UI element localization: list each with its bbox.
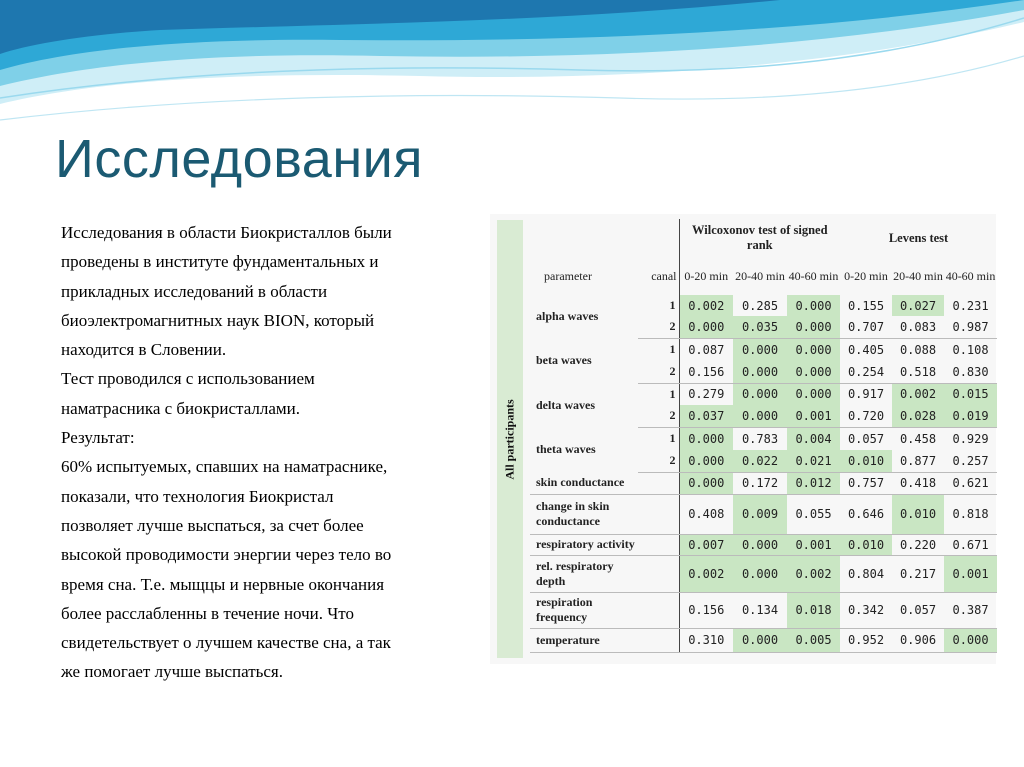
canal-cell bbox=[638, 534, 679, 555]
value-cell: 0.000 bbox=[733, 361, 787, 383]
value-cell: 0.405 bbox=[847, 342, 885, 357]
decorative-waves bbox=[0, 0, 1024, 125]
value-cell: 0.000 bbox=[733, 534, 787, 555]
value-cell: 0.018 bbox=[787, 592, 840, 628]
value-cell: 0.010 bbox=[840, 534, 892, 555]
stats-table-body bbox=[530, 295, 997, 652]
body-text-line: позволяет лучше выспаться, за счет более bbox=[61, 515, 364, 535]
value-cell: 0.000 bbox=[787, 295, 840, 316]
body-text-line: проведены в институте фундаментальных и bbox=[61, 252, 379, 272]
table-row bbox=[530, 427, 997, 450]
table-row bbox=[530, 555, 997, 592]
body-text bbox=[61, 218, 486, 687]
value-cell: 0.035 bbox=[733, 316, 787, 338]
value-cell: 0.757 bbox=[840, 472, 892, 494]
side-label bbox=[497, 220, 523, 658]
canal-cell: 2 bbox=[638, 405, 679, 427]
value-cell: 0.000 bbox=[679, 450, 733, 472]
body-text-line: прикладных исследований в области bbox=[61, 281, 328, 301]
parameter-cell: respiration frequency bbox=[530, 592, 638, 628]
canal-cell bbox=[638, 628, 679, 652]
value-cell: 0.019 bbox=[944, 405, 997, 427]
value-cell: 0.952 bbox=[840, 628, 892, 652]
canal-cell: 2 bbox=[638, 316, 679, 338]
value-cell: 0.000 bbox=[944, 628, 997, 652]
value-cell: 0.007 bbox=[679, 534, 733, 555]
value-cell: 0.000 bbox=[787, 383, 840, 405]
value-cell: 0.217 bbox=[892, 555, 944, 592]
header-col: 40-60 min bbox=[945, 268, 996, 283]
body-text-line: находится в Словении. bbox=[61, 340, 227, 360]
value-cell: 0.156 bbox=[679, 592, 733, 628]
value-cell: 0.000 bbox=[733, 555, 787, 592]
parameter-cell: theta waves bbox=[536, 442, 596, 456]
header-col: 0-20 min bbox=[844, 268, 888, 283]
value-cell: 0.342 bbox=[840, 592, 892, 628]
canal-cell: 1 bbox=[669, 431, 676, 446]
value-cell: 0.002 bbox=[787, 555, 840, 592]
table-row bbox=[530, 628, 997, 652]
value-cell: 0.000 bbox=[733, 628, 787, 652]
value-cell: 0.707 bbox=[840, 316, 892, 338]
header-group-levens: Levens test bbox=[888, 230, 949, 245]
value-cell: 0.005 bbox=[787, 628, 840, 652]
value-cell: 0.057 bbox=[892, 592, 944, 628]
canal-cell bbox=[638, 592, 679, 628]
value-cell: 0.408 bbox=[679, 494, 733, 534]
canal-cell bbox=[638, 555, 679, 592]
value-cell: 0.022 bbox=[733, 450, 787, 472]
value-cell: 0.987 bbox=[944, 316, 997, 338]
value-cell: 0.001 bbox=[787, 534, 840, 555]
body-text-line: наматрасника с биокристаллами. bbox=[61, 398, 301, 418]
header-col: 20-40 min bbox=[893, 268, 943, 283]
value-cell: 0.621 bbox=[944, 472, 997, 494]
value-cell: 0.155 bbox=[847, 298, 885, 313]
parameter-cell: delta waves bbox=[536, 397, 595, 412]
table-row bbox=[530, 383, 997, 405]
value-cell: 0.830 bbox=[944, 361, 997, 383]
value-cell: 0.001 bbox=[787, 405, 840, 427]
table-row bbox=[530, 338, 997, 361]
value-cell: 0.231 bbox=[952, 298, 989, 313]
value-cell: 0.108 bbox=[952, 342, 989, 357]
value-cell: 0.172 bbox=[733, 472, 787, 494]
slide-title: Исследования bbox=[55, 129, 424, 189]
header-canal: canal bbox=[651, 268, 677, 283]
parameter-cell: skin conductance bbox=[530, 472, 638, 494]
header-col: 40-60 min bbox=[788, 268, 839, 283]
table-row bbox=[530, 534, 997, 555]
value-cell: 0.000 bbox=[787, 316, 840, 338]
value-cell: 0.279 bbox=[679, 383, 733, 405]
value-cell: 0.720 bbox=[840, 405, 892, 427]
side-label-text: All participants bbox=[502, 398, 517, 480]
value-cell: 0.804 bbox=[840, 555, 892, 592]
value-cell: 0.156 bbox=[679, 361, 733, 383]
header-col: 0-20 min bbox=[679, 257, 733, 295]
value-cell: 0.027 bbox=[892, 295, 944, 316]
parameter-cell: respiratory activity bbox=[530, 534, 638, 555]
value-cell: 0.088 bbox=[899, 342, 937, 357]
value-cell: 0.000 bbox=[787, 338, 840, 361]
value-cell: 0.418 bbox=[892, 472, 944, 494]
body-text-line: высокой проводимости энергии через тело во bbox=[61, 545, 392, 565]
stats-table bbox=[530, 219, 997, 653]
value-cell: 0.518 bbox=[892, 361, 944, 383]
value-cell: 0.134 bbox=[733, 592, 787, 628]
body-text-line: 60% испытуемых, спавших на наматраснике, bbox=[61, 457, 388, 477]
value-cell: 0.917 bbox=[847, 387, 885, 402]
body-text-line: показали, что технология Биокристал bbox=[61, 486, 334, 506]
body-text-line: время сна. Т.е. мыщцы и нервные окончания bbox=[61, 574, 385, 594]
body-text-line: более расслабленны в течение ночи. Что bbox=[61, 603, 355, 623]
value-cell: 0.021 bbox=[787, 450, 840, 472]
value-cell: 0.000 bbox=[733, 383, 787, 405]
value-cell: 0.387 bbox=[944, 592, 997, 628]
value-cell: 0.818 bbox=[944, 494, 997, 534]
value-cell: 0.004 bbox=[787, 427, 840, 450]
value-cell: 0.458 bbox=[899, 431, 937, 446]
value-cell: 0.310 bbox=[679, 628, 733, 652]
value-cell: 0.012 bbox=[787, 472, 840, 494]
value-cell: 0.257 bbox=[944, 450, 997, 472]
body-text-line: Результат: bbox=[61, 428, 135, 448]
parameter-cell: temperature bbox=[530, 628, 638, 652]
value-cell: 0.877 bbox=[892, 450, 944, 472]
value-cell: 0.010 bbox=[892, 494, 944, 534]
canal-cell: 1 bbox=[669, 342, 676, 357]
value-cell: 0.000 bbox=[787, 361, 840, 383]
header-col: 20-40 min bbox=[735, 268, 785, 283]
canal-cell bbox=[638, 472, 679, 494]
canal-cell bbox=[638, 494, 679, 534]
value-cell: 0.037 bbox=[679, 405, 733, 427]
table-row bbox=[530, 472, 997, 494]
value-cell: 0.000 bbox=[679, 472, 733, 494]
value-cell: 0.002 bbox=[679, 295, 733, 316]
value-cell: 0.002 bbox=[679, 555, 733, 592]
value-cell: 0.285 bbox=[741, 298, 779, 313]
body-text-line: свидетельствует о лучшем качестве сна, а так bbox=[61, 633, 391, 653]
value-cell: 0.002 bbox=[892, 383, 944, 405]
body-text-line: же помогает лучше выспаться. bbox=[61, 662, 284, 682]
canal-cell: 1 bbox=[669, 386, 676, 401]
value-cell: 0.000 bbox=[679, 316, 733, 338]
body-text-line: Исследования в области Биокристаллов были bbox=[61, 223, 392, 242]
parameter-cell: alpha waves bbox=[536, 309, 599, 323]
header-parameter: parameter bbox=[544, 268, 592, 283]
canal-cell: 2 bbox=[638, 361, 679, 383]
table-row bbox=[530, 295, 997, 316]
value-cell: 0.671 bbox=[944, 534, 997, 555]
canal-cell: 1 bbox=[669, 298, 676, 312]
canal-cell: 2 bbox=[638, 450, 679, 472]
body-text-line: биоэлектромагнитных наук BION, который bbox=[61, 310, 375, 330]
value-cell: 0.009 bbox=[733, 494, 787, 534]
parameter-cell: change in skin conductance bbox=[530, 494, 638, 534]
parameter-cell: beta waves bbox=[536, 353, 592, 367]
value-cell: 0.000 bbox=[733, 405, 787, 427]
value-cell: 0.254 bbox=[840, 361, 892, 383]
value-cell: 0.906 bbox=[892, 628, 944, 652]
header-group-wilcoxon: Wilcoxonov test of signed rank bbox=[679, 219, 840, 257]
value-cell: 0.783 bbox=[741, 431, 779, 446]
value-cell: 0.083 bbox=[892, 316, 944, 338]
value-cell: 0.087 bbox=[679, 338, 733, 361]
value-cell: 0.000 bbox=[733, 338, 787, 361]
parameter-cell: rel. respiratory depth bbox=[530, 555, 638, 592]
value-cell: 0.057 bbox=[847, 431, 885, 446]
value-cell: 0.929 bbox=[952, 431, 989, 446]
value-cell: 0.055 bbox=[787, 494, 840, 534]
body-text-line: Тест проводился с использованием bbox=[61, 369, 315, 389]
value-cell: 0.000 bbox=[679, 427, 733, 450]
value-cell: 0.010 bbox=[840, 450, 892, 472]
table-row bbox=[530, 494, 997, 534]
value-cell: 0.015 bbox=[944, 383, 997, 405]
table-row bbox=[530, 592, 997, 628]
value-cell: 0.220 bbox=[892, 534, 944, 555]
value-cell: 0.028 bbox=[892, 405, 944, 427]
value-cell: 0.001 bbox=[944, 555, 997, 592]
value-cell: 0.646 bbox=[840, 494, 892, 534]
